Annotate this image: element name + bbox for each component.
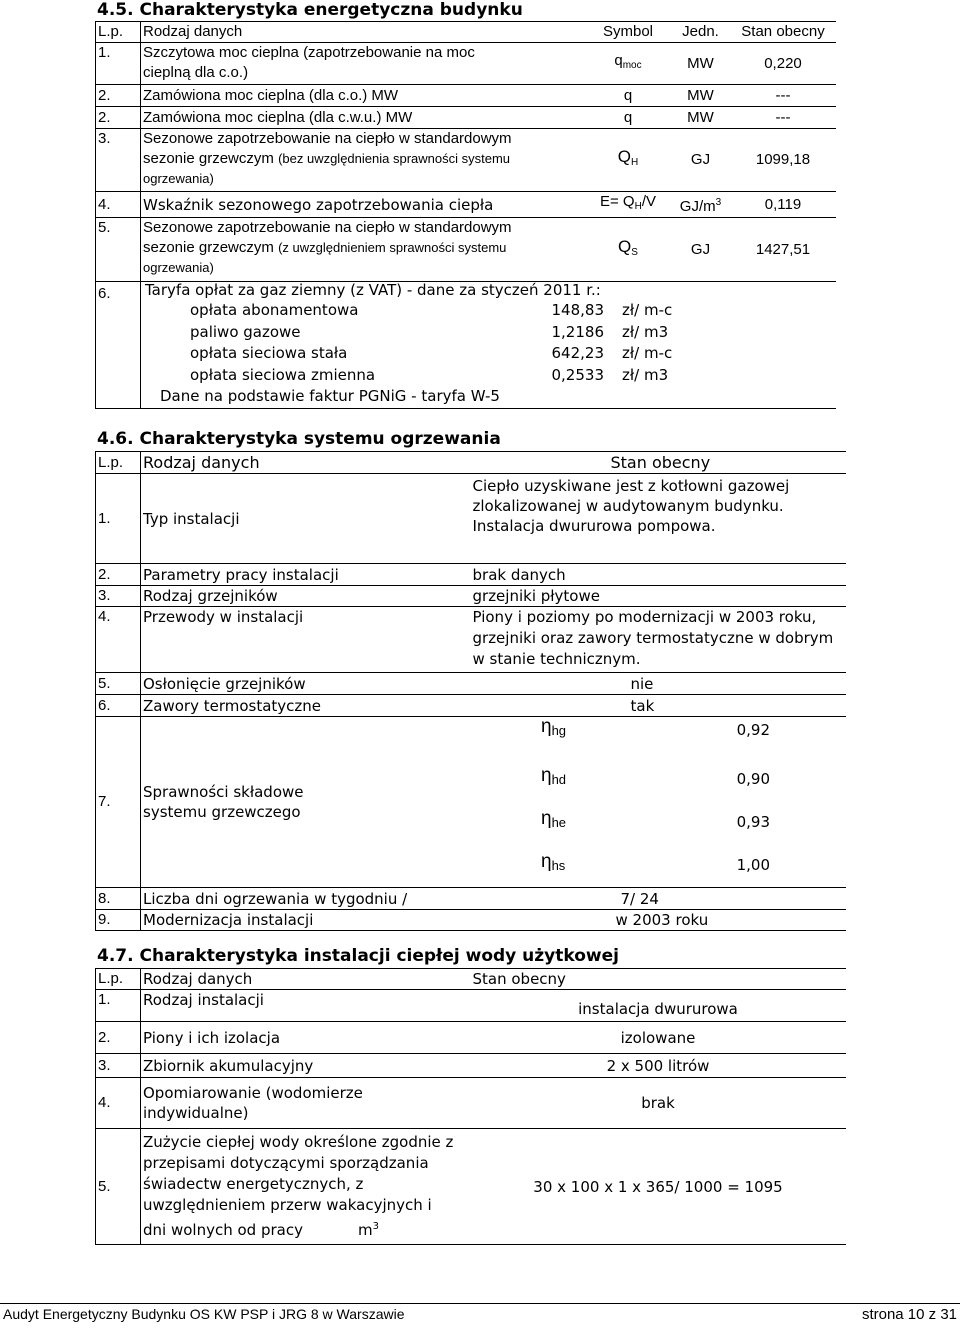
- efficiency-value: 0,93: [736, 813, 770, 831]
- header-unit: Jedn.: [682, 23, 719, 40]
- tariff-item-label: opłata sieciowa stała: [190, 344, 348, 362]
- table-row: 5. Sezonowe zapotrzebowanie na ciepło w standardowym sezonie grzewczym (z uwzględnieniem sprawności systemu ogrzewania) $Q_S$ GJ 1427,51: [96, 218, 836, 282]
- efficiency-value: 1,00: [736, 856, 770, 874]
- header-name: Rodzaj danych: [143, 23, 243, 40]
- header-symbol: Symbol: [602, 23, 654, 40]
- efficiency-symbol: $\eta_{hg}$: [541, 716, 567, 738]
- table-row: 2. Parametry pracy instalacji brak danych: [96, 564, 846, 586]
- table-row: 4. Wskaźnik sezonowego zapotrzebowania ciepła $E= Q_H/V$ $GJ/m^3$ 0,119: [96, 192, 836, 218]
- tariff-item-unit: zł/ m3: [622, 366, 669, 384]
- table-row: 4. Przewody w instalacji Piony i poziomy po modernizacji w 2003 roku, grzejniki oraz zawory termostatyczne w dobrym w stanie technicznym.: [96, 607, 846, 673]
- section-4-6-title: 4.6. Charakterystyka systemu ogrzewania: [97, 429, 501, 449]
- table-row: 1. Szczytowa moc cieplna (zapotrzebowanie na moc cieplną dla c.o.) $q_{moc}$ MW 0,220: [96, 43, 836, 85]
- tariff-item-unit: zł/ m-c: [622, 344, 673, 362]
- tariff-item-label: opłata abonamentowa: [190, 301, 359, 319]
- tariff-item-value: 1,2186: [551, 323, 604, 341]
- header-lp: L.p.: [96, 22, 141, 43]
- footer-rule: [0, 1303, 960, 1304]
- tariff-item-value: 148,83: [551, 301, 604, 319]
- section-4-5-title: 4.5. Charakterystyka energetyczna budynku: [97, 0, 523, 20]
- tariff-note: Dane na podstawie faktur PGNiG - taryfa W-5: [160, 387, 500, 405]
- tariff-row: 6.: [96, 282, 836, 409]
- tariff-item-unit: zł/ m-c: [622, 301, 673, 319]
- tariff-title: Taryfa opłat za gaz ziemny (z VAT) - dane za styczeń 2011 r.:: [145, 281, 601, 299]
- table-row: 2. Zamówiona moc cieplna (dla c.w.u.) MW q MW ---: [96, 107, 836, 129]
- efficiency-symbol: $\eta_{he}$: [541, 808, 567, 830]
- efficiency-symbol: $\eta_{hd}$: [541, 765, 567, 787]
- section-4-7-title: 4.7. Charakterystyka instalacji ciepłej wody użytkowej: [97, 946, 619, 966]
- table-row: 5. Zużycie ciepłej wody określone zgodnie z przepisami dotyczącymi sporządzania świadectw energetycznych, z uwzględnieniem przerw wakacyjnych i dni wolnych od pracy $m^3$ 30 x 100 x 1 x 365/ 1000 = 1095: [96, 1129, 846, 1245]
- table-row: 2. Zamówiona moc cieplna (dla c.o.) MW q MW ---: [96, 85, 836, 107]
- table-row: 4. Opomiarowanie (wodomierze indywidualne) brak: [96, 1078, 846, 1129]
- tariff-item-label: opłata sieciowa zmienna: [190, 366, 376, 384]
- hot-water-table: L.p. Rodzaj danych Stan obecny 1. Rodzaj instalacji instalacja dwururowa 2. Piony i ich izolacja izolowane 3. Zbiornik akumulacyjny 2 x 500 litrów 4. Opomiarowanie (wodomierze indywidualne) brak 5. Zużycie ciepłej wody określone zgodnie z przepisami dotyczącymi sporządzania świadectw energetycznych, z uwzględnieniem przerw wakacyjnych i dni wolnych od pracy $m^3$ 30 x 100 x 1 x 365/ 1000 = 1095: [95, 968, 846, 1245]
- tariff-item-value: 0,2533: [551, 366, 604, 384]
- table-row: 3. Zbiornik akumulacyjny 2 x 500 litrów: [96, 1054, 846, 1078]
- table-row: 1. Typ instalacji Ciepło uzyskiwane jest z kotłowni gazowej zlokalizowanej w audytowanym budynku. Instalacja dwururowa pompowa.: [96, 474, 846, 564]
- tariff-item-label: paliwo gazowe: [190, 323, 301, 341]
- table-row: 8. Liczba dni ogrzewania w tygodniu / 7/ 24: [96, 888, 846, 910]
- tariff-item-value: 642,23: [551, 344, 604, 362]
- heating-table: L.p. Rodzaj danych Stan obecny 1. Typ instalacji Ciepło uzyskiwane jest z kotłowni gazowej zlokalizowanej w audytowanym budynku. Instalacja dwururowa pompowa. 2. Parametry pracy instalacji brak danych 3. Rodzaj grzejników grzejniki płytowe 4. Przewody w instalacji Piony i poziomy po modernizacji w 2003 roku, grzejniki oraz zawory termostatyczne w dobrym w stanie technicznym. 5. Osłonięcie grzejników nie 6. Zawory termostatyczne tak 7. Sprawności składowe systemu grzewczego 8. Liczba dni ogrzewania w tygodniu / 7/ 24 9. Modernizacja instalacji w 2003 roku: [95, 451, 846, 931]
- footer-page-number: strona 10 z 31: [861, 1306, 957, 1323]
- table-row: 1. Rodzaj instalacji instalacja dwururowa: [96, 990, 846, 1022]
- table-row: 9. Modernizacja instalacji w 2003 roku: [96, 910, 846, 931]
- efficiency-symbol: $\eta_{hs}$: [541, 851, 566, 873]
- efficiency-value: 0,92: [736, 721, 770, 739]
- tariff-item-unit: zł/ m3: [622, 323, 669, 341]
- efficiency-row: 7. Sprawności składowe systemu grzewczego: [96, 717, 846, 888]
- header-state: Stan obecny: [741, 23, 825, 40]
- table-row: 3. Rodzaj grzejników grzejniki płytowe: [96, 586, 846, 607]
- footer-left: Audyt Energetyczny Budynku OS KW PSP i JRG 8 w Warszawie: [3, 1306, 405, 1322]
- table-row: 5. Osłonięcie grzejników nie: [96, 673, 846, 695]
- table-row: 3. Sezonowe zapotrzebowanie na ciepło w standardowym sezonie grzewczym (bez uwzględnienia sprawności systemu ogrzewania) $Q_H$ GJ 1099,18: [96, 129, 836, 192]
- efficiency-value: 0,90: [736, 770, 770, 788]
- table-row: 2. Piony i ich izolacja izolowane: [96, 1022, 846, 1054]
- table-row: 6. Zawory termostatyczne tak: [96, 695, 846, 717]
